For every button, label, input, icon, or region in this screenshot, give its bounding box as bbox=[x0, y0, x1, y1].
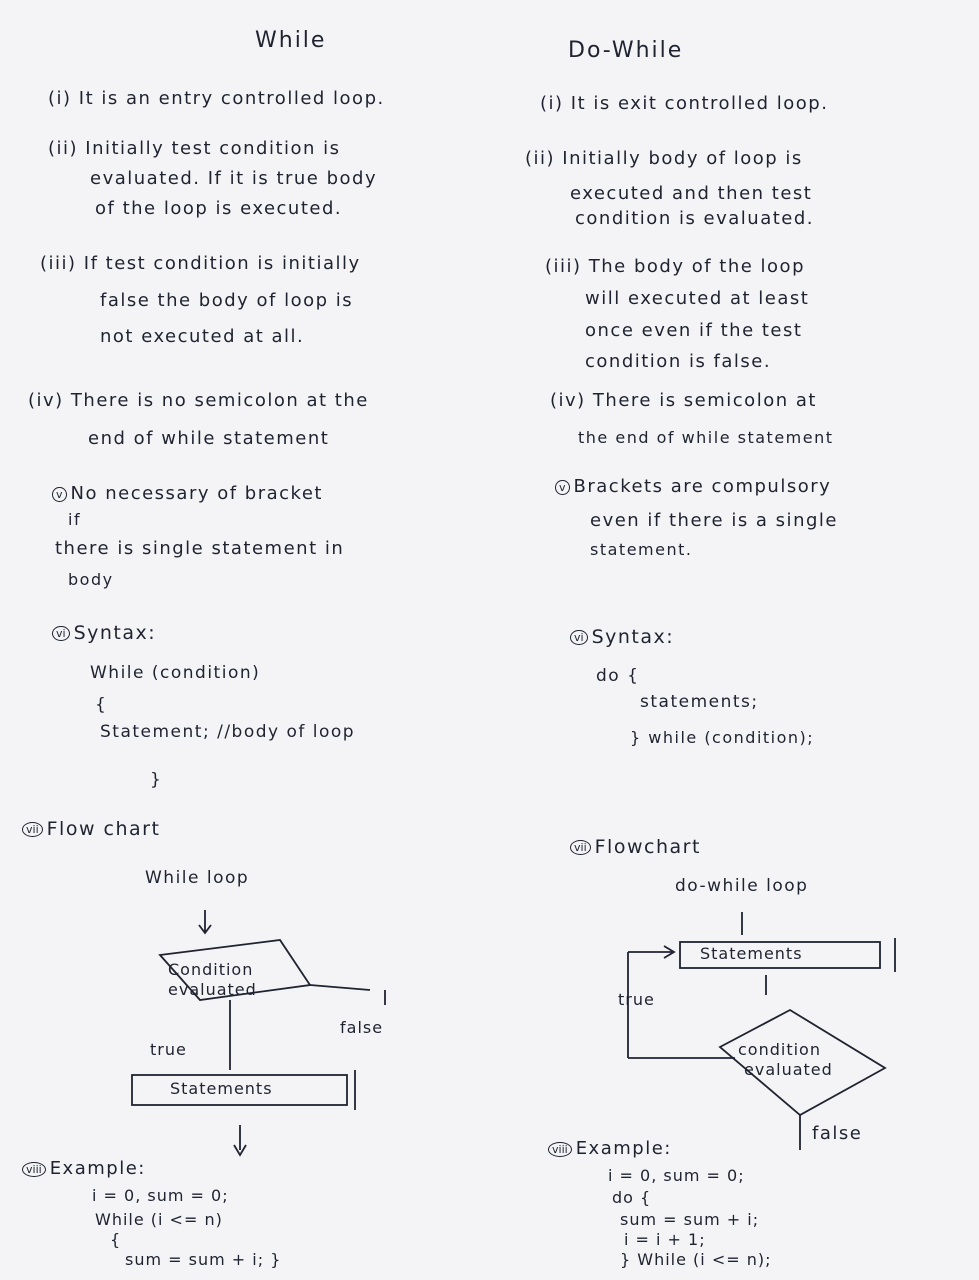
while-point-3-line-1: (iii) If test condition is initially bbox=[40, 253, 361, 274]
while-example-line-2: While (i <= n) bbox=[95, 1210, 223, 1229]
while-point-2-line-1: (ii) Initially test condition is bbox=[48, 138, 341, 159]
while-example-line-1: i = 0, sum = 0; bbox=[92, 1186, 229, 1205]
while-syntax-line-3: Statement; //body of loop bbox=[100, 722, 356, 742]
do-while-point-2-line-1: (ii) Initially body of loop is bbox=[525, 148, 803, 169]
while-syntax-title: vi Syntax: bbox=[52, 624, 156, 643]
while-condition-label-2: evaluated bbox=[168, 980, 257, 999]
while-point-5-line-1: v No necessary of bracket bbox=[52, 485, 323, 503]
do-while-point-3-line-4: condition is false. bbox=[585, 351, 772, 372]
do-while-example-line-4: i = i + 1; bbox=[624, 1230, 706, 1249]
marker-vii-left: vii bbox=[22, 822, 43, 837]
while-point-2-line-2: evaluated. If it is true body bbox=[90, 168, 378, 189]
do-while-example-line-5: } While (i <= n); bbox=[620, 1250, 772, 1269]
do-while-example-title: viii Example: bbox=[548, 1140, 672, 1158]
while-example-line-3: { bbox=[110, 1230, 122, 1249]
do-while-point-1: (i) It is exit controlled loop. bbox=[540, 93, 829, 114]
while-example-title: viii Example: bbox=[22, 1160, 146, 1178]
do-while-true-label: true bbox=[618, 990, 655, 1009]
do-while-example-line-2: do { bbox=[612, 1188, 652, 1207]
do-while-point-4-line-1: (iv) There is semicolon at bbox=[550, 390, 817, 411]
while-syntax-line-1: While (condition) bbox=[90, 663, 261, 683]
marker-v-left: v bbox=[52, 487, 67, 502]
do-while-condition-label-2: evaluated bbox=[744, 1060, 833, 1079]
do-while-condition-label-1: condition bbox=[738, 1040, 821, 1059]
while-example-line-4: sum = sum + i; } bbox=[125, 1250, 282, 1269]
marker-vii-right: vii bbox=[570, 840, 591, 855]
while-true-label: true bbox=[150, 1040, 187, 1059]
do-while-statements-label: Statements bbox=[700, 944, 803, 963]
marker-viii-right: viii bbox=[548, 1142, 572, 1157]
do-while-syntax-line-2: statements; bbox=[640, 692, 759, 712]
do-while-point-2-line-2: executed and then test bbox=[570, 183, 813, 204]
while-syntax-line-2: { bbox=[95, 695, 108, 715]
do-while-point-4-line-2: the end of while statement bbox=[578, 428, 834, 447]
heading-do-while: Do-While bbox=[568, 38, 684, 63]
marker-vi-left: vi bbox=[52, 626, 70, 641]
while-point-5-line-3: there is single statement in bbox=[55, 538, 345, 559]
while-point-4-line-1: (iv) There is no semicolon at the bbox=[28, 390, 369, 411]
marker-viii-left: viii bbox=[22, 1162, 46, 1177]
do-while-example-line-3: sum = sum + i; bbox=[620, 1210, 760, 1229]
while-statements-label: Statements bbox=[170, 1079, 273, 1098]
do-while-point-3-line-1: (iii) The body of the loop bbox=[545, 256, 805, 277]
while-condition-label-1: Condition bbox=[168, 960, 254, 979]
do-while-syntax-title: vi Syntax: bbox=[570, 628, 674, 647]
marker-v-right: v bbox=[555, 480, 570, 495]
marker-vi-right: vi bbox=[570, 630, 588, 645]
while-point-5-line-4: body bbox=[68, 570, 114, 589]
do-while-syntax-line-3: } while (condition); bbox=[630, 728, 815, 747]
do-while-point-5-line-2: even if there is a single bbox=[590, 510, 838, 531]
do-while-false-label: false bbox=[812, 1123, 863, 1144]
while-point-3-line-2: false the body of loop is bbox=[100, 290, 354, 311]
do-while-point-2-line-3: condition is evaluated. bbox=[575, 208, 815, 229]
while-flowchart-subtitle: While loop bbox=[145, 868, 250, 888]
do-while-point-3-line-3: once even if the test bbox=[585, 320, 803, 341]
do-while-syntax-line-1: do { bbox=[596, 666, 640, 686]
while-point-2-line-3: of the loop is executed. bbox=[95, 198, 343, 219]
do-while-point-5-line-1: v Brackets are compulsory bbox=[555, 478, 831, 496]
do-while-point-3-line-2: will executed at least bbox=[585, 288, 810, 309]
do-while-flowchart-title: vii Flowchart bbox=[570, 838, 701, 857]
while-flowchart-title: vii Flow chart bbox=[22, 820, 160, 839]
while-point-3-line-3: not executed at all. bbox=[100, 326, 305, 347]
while-false-label: false bbox=[340, 1018, 384, 1037]
do-while-point-5-line-3: statement. bbox=[590, 540, 693, 559]
do-while-flowchart-subtitle: do-while loop bbox=[675, 876, 809, 896]
while-point-4-line-2: end of while statement bbox=[88, 428, 330, 449]
while-point-1: (i) It is an entry controlled loop. bbox=[48, 88, 385, 109]
heading-while: While bbox=[255, 28, 327, 53]
while-syntax-line-4: } bbox=[150, 770, 163, 790]
do-while-example-line-1: i = 0, sum = 0; bbox=[608, 1166, 745, 1185]
while-point-5-line-2: if bbox=[68, 510, 82, 529]
